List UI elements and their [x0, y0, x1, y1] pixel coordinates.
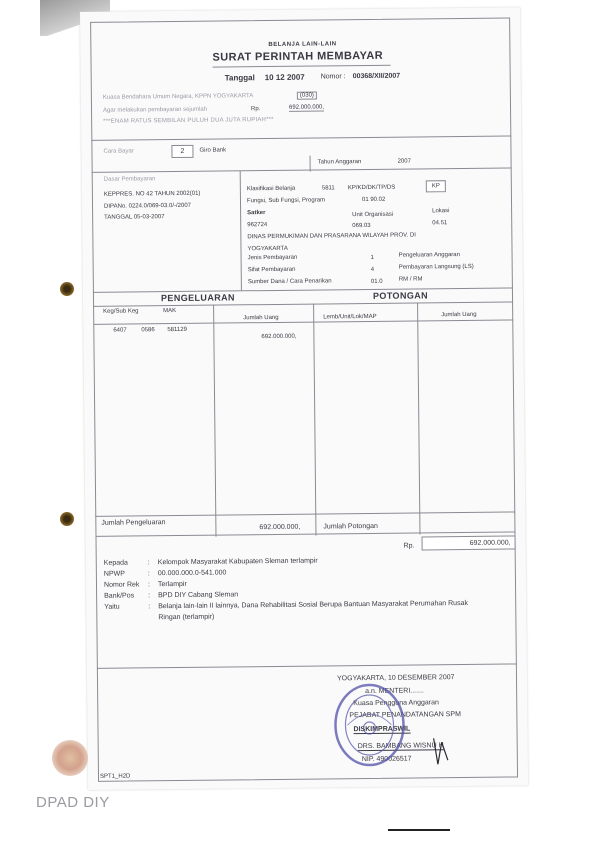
row-amount: 692.000.000, [261, 333, 297, 341]
archive-seal-logo [52, 740, 88, 776]
doc-number-value: 00368/XII/2007 [352, 72, 401, 81]
jenis-value: Pengeluaran Anggaran [398, 252, 460, 259]
signatory-name: DRS. BAMBANG WISNU H [357, 742, 444, 751]
dinas-line2: YOGYAKARTA [247, 245, 288, 253]
fiscal-year-label: Tahun Anggaran [317, 159, 362, 166]
doc-date-label: Tanggal [224, 73, 255, 83]
intro-line2: Agar melakukan pembayaran sejumlah [103, 106, 208, 114]
rekening-colon: : [147, 581, 150, 589]
row-keg: 6407 [113, 327, 127, 334]
sumber-value: RM / RM [398, 276, 423, 283]
spm-document [80, 7, 528, 790]
net-currency: Rp. [403, 542, 415, 550]
lokasi-label: Lokasi [432, 208, 450, 215]
sifat-value: Pembayaran Langsung (LS) [398, 263, 474, 271]
satker-value: 962724 [247, 222, 268, 229]
kepada-colon: : [147, 559, 150, 567]
kepada-value: Kelompok Masyarakat Kabupaten Sleman terlampir [157, 557, 318, 567]
intro-line1: Kuasa Bendahara Umum Negara, KPPN YOGYAKARTA [102, 93, 254, 101]
official-stamp [327, 673, 418, 774]
intro-kppn-code: (030) [297, 92, 317, 100]
intro-amount: 692.000.000, [288, 104, 325, 111]
npwp-colon: : [147, 570, 150, 578]
kepada-label: Kepada [103, 559, 128, 567]
lokasi-value: 04.51 [432, 220, 448, 227]
bottom-mark [388, 829, 450, 831]
kp-codes: KP/KD/DK/TP/DS [347, 184, 396, 192]
payment-method-label: Cara Bayar [103, 148, 134, 155]
unit-value: 069.03 [352, 222, 371, 230]
kp-box: KP [426, 180, 446, 192]
net-amount: 692.000.000, [422, 535, 516, 550]
rekening-label: Nomor Rek [103, 581, 140, 589]
basis-line3: TANGGAL 05-03-2007 [104, 214, 165, 221]
jenis-label: Jenis Pembayaran [247, 254, 298, 262]
sign-line1: a.n. MENTERI....... [365, 687, 424, 696]
punch-hole-bottom [60, 512, 74, 526]
signatory-nip: NIP. 490026517 [361, 755, 412, 764]
sign-line3: PEJABAT PENANDATANGAN SPM [349, 711, 461, 720]
handwritten-signature [428, 730, 468, 770]
basis-line1: KEPPRES. NO 42 TAHUN 2002(01) [103, 190, 201, 198]
total-pengeluaran-value: 692.000.000, [259, 523, 301, 532]
dinas-line1: DINAS PERMUKIMAN DAN PRASARANA WILAYAH PROV. DI [247, 232, 416, 241]
potongan-heading: POTONGAN [372, 290, 429, 301]
row-sub-keg: 0586 [141, 327, 155, 334]
intro-amount-words: ***ENAM RATUS SEMBILAN PULUH DUA JUTA RUPIAH*** [103, 116, 274, 125]
total-potongan-label: Jumlah Potongan [323, 522, 378, 531]
yaitu-label: Yaitu [104, 603, 120, 611]
sifat-label: Sifat Pembayaran [247, 266, 296, 274]
col-mak-header: MAK [163, 308, 177, 315]
col-jumlah-header: Jumlah Uang [243, 314, 279, 322]
doc-subtitle: BELANJA LAIN-LAIN [268, 41, 337, 49]
sign-line4: DISKIMPRASWIL [353, 725, 411, 734]
doc-date-value: 10 12 2007 [264, 72, 305, 83]
payment-method-value: Giro Bank [199, 147, 227, 154]
npwp-label: NPWP [103, 570, 125, 578]
footer-code: SPT1_H2D [99, 773, 131, 780]
watermark: DPAD DIY [36, 794, 110, 811]
bank-label: Bank/Pos [104, 592, 135, 600]
bank-colon: : [148, 592, 151, 600]
basis-line2: DIPANo. 0224.0/069-03.0/-/2007 [104, 202, 192, 210]
payment-method-code: 2 [171, 145, 193, 158]
row-mak: 581129 [167, 326, 187, 334]
total-pengeluaran-label: Jumlah Pengeluaran [101, 519, 166, 527]
klasifikasi-label: Klasifikasi Belanja [246, 185, 296, 193]
pengeluaran-heading: PENGELUARAN [160, 292, 235, 304]
sumber-code: 01.0 [370, 278, 383, 285]
doc-number-label: Nomor : [320, 73, 346, 81]
fungsi-label: Fungsi, Sub Fungsi, Program [246, 197, 326, 205]
sign-place-date: YOGYAKARTA, 10 DESEMBER 2007 [336, 674, 455, 683]
col-lemb-header: Lemb/Unit/Lok/MAP [323, 313, 377, 321]
basis-label: Dasar Pembayaran [103, 176, 156, 183]
sumber-label: Sumber Dana / Cara Penarikan [247, 278, 332, 286]
klasifikasi-value: 5811 [321, 185, 335, 192]
yaitu-line1: Belanja lain-lain II lainnya, Dana Rehabilitasi Sosial Berupa Bantuan Masyarakat Perumahan Rusak [158, 599, 468, 611]
yaitu-colon: : [148, 603, 151, 611]
fiscal-year-value: 2007 [397, 158, 411, 165]
bank-value: BPD DIY Cabang Sleman [158, 591, 239, 600]
col-keg-header: Keg/Sub Keg [103, 308, 139, 315]
npwp-value: 00.000.000.0-541.000 [157, 569, 227, 578]
doc-title: SURAT PERINTAH MEMBAYAR [212, 49, 384, 64]
jenis-code: 1 [370, 254, 374, 261]
unit-label: Unit Organisasi [352, 211, 394, 219]
rekening-value: Terlampir [157, 580, 187, 589]
sifat-code: 4 [370, 266, 375, 273]
intro-currency: Rp. [250, 106, 261, 113]
yaitu-line2: Ringan (terlampir) [158, 613, 215, 622]
satker-label: Satker [247, 210, 266, 217]
punch-hole-top [60, 282, 74, 296]
fungsi-value: 01 90.02 [361, 196, 386, 204]
col-potongan-jumlah-header: Jumlah Uang [441, 311, 477, 319]
sign-line2: Kuasa Pengguna Anggaran [353, 699, 439, 708]
